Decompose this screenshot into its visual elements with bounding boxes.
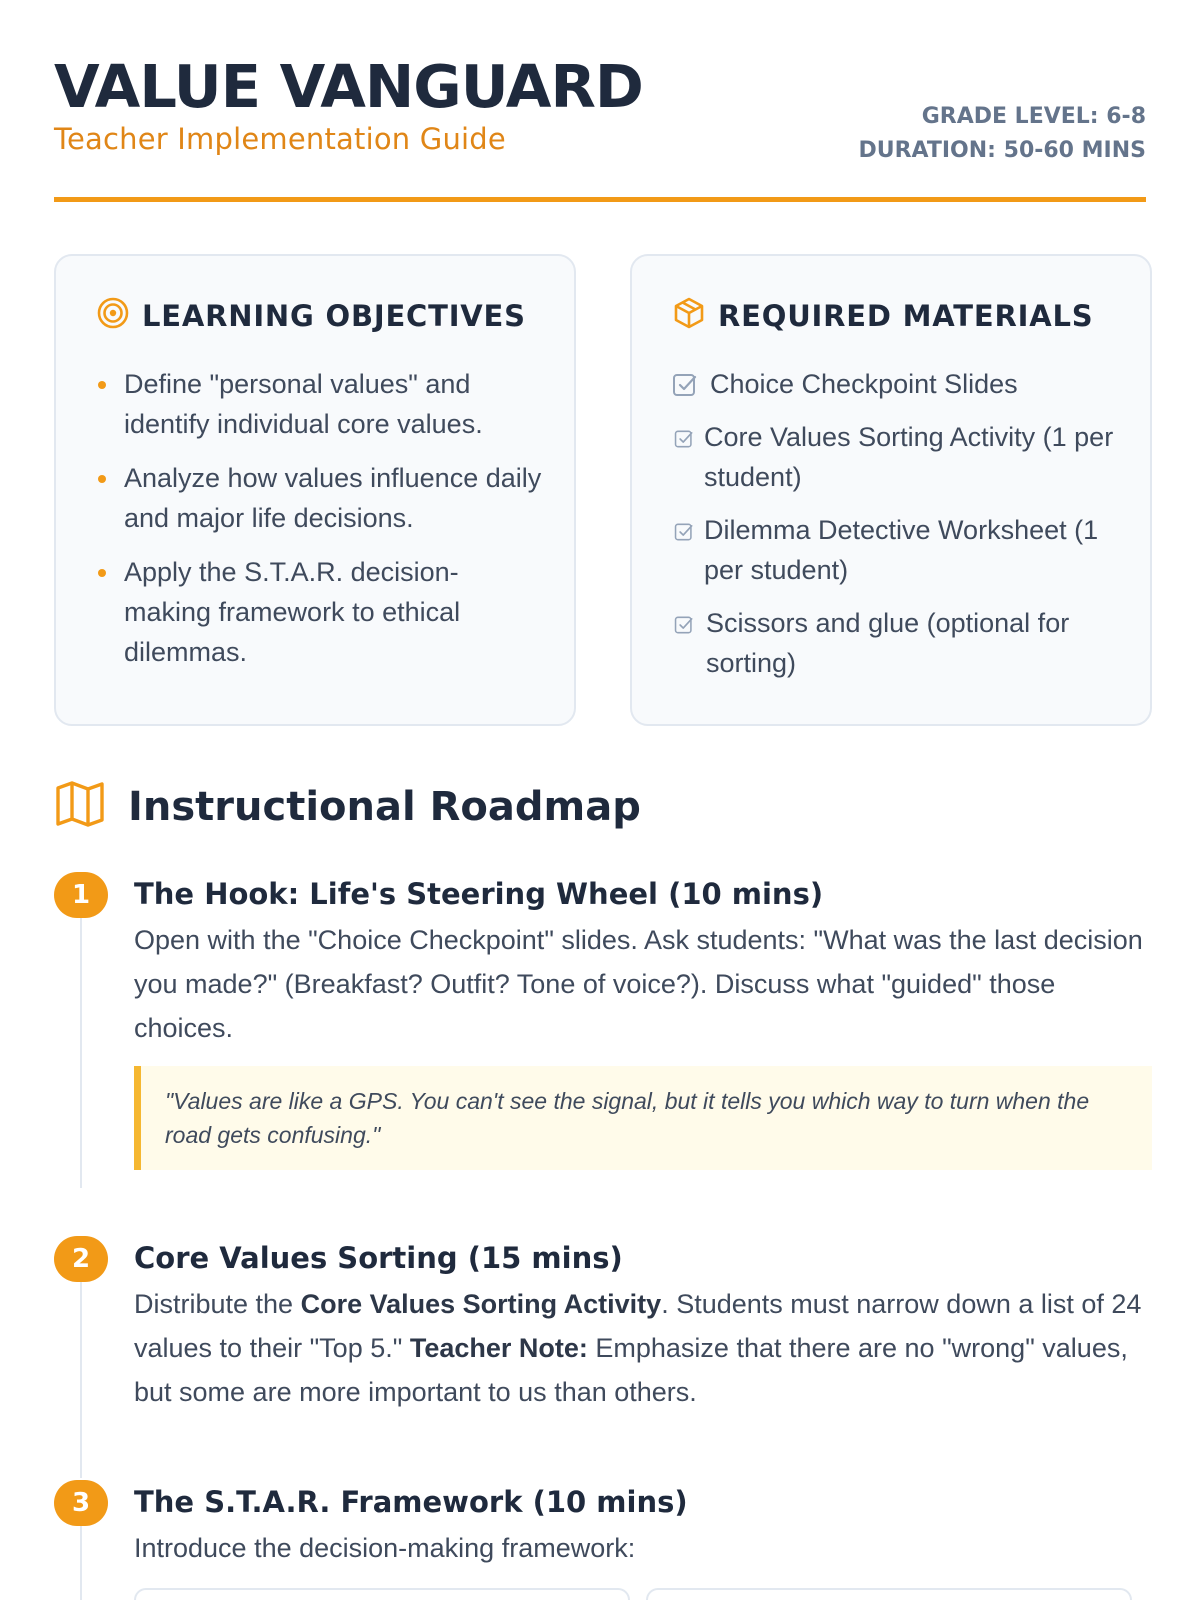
checkbox-icon xyxy=(672,372,698,398)
roadmap-step-3 xyxy=(54,1480,1152,1600)
step-number-badge: 3 xyxy=(54,1480,108,1526)
page-subtitle: Teacher Implementation Guide xyxy=(54,122,506,156)
step-body xyxy=(134,1236,1152,1414)
lesson-meta xyxy=(858,100,1146,168)
step-body xyxy=(134,872,1152,1170)
activity-name: Core Values Sorting Activity xyxy=(300,1289,662,1319)
roadmap-header xyxy=(54,778,641,835)
list-item: Core Values Sorting Activity (1 per student) xyxy=(672,417,1120,497)
grade-level: GRADE LEVEL: 6-8 xyxy=(921,104,1146,129)
step-description: Distribute the Core Values Sorting Activity. Students must narrow down a list of 24 values to their "Top 5." Teacher Note: Emphasize that there are no "wrong" values, but some are more important to us than others. xyxy=(134,1289,1142,1407)
star-card xyxy=(646,1588,1132,1600)
roadmap-title: Instructional Roadmap xyxy=(128,783,641,830)
bullet-icon xyxy=(98,381,106,389)
duration: DURATION: 50-60 MINS xyxy=(858,138,1146,163)
list-item: Choice Checkpoint Slides xyxy=(672,364,1120,404)
teacher-quote: "Values are like a GPS. You can't see the signal, but it tells you which way to turn when the road gets confusing." xyxy=(134,1066,1152,1170)
materials-title: REQUIRED MATERIALS xyxy=(718,298,1094,333)
materials-list xyxy=(672,364,1120,696)
page-title: VALUE VANGUARD xyxy=(54,52,643,121)
list-item: Scissors and glue (optional for sorting) xyxy=(672,603,1120,683)
step-description: Introduce the decision-making framework: xyxy=(134,1533,636,1563)
list-item: Apply the S.T.A.R. decision-making framework to ethical dilemmas. xyxy=(96,552,544,672)
roadmap-step-1 xyxy=(54,872,1152,1202)
timeline-rail xyxy=(80,1526,82,1600)
checkbox-icon xyxy=(674,522,694,542)
list-item: Dilemma Detective Worksheet (1 per student) xyxy=(672,510,1120,590)
timeline-rail xyxy=(80,918,82,1188)
checkbox-icon xyxy=(674,429,694,449)
step-description: Open with the "Choice Checkpoint" slides. Ask students: "What was the last decision you made?" (Breakfast? Outfit? Tone of voice?). Discuss what "guided" those choices. xyxy=(134,925,1143,1043)
target-icon xyxy=(96,296,130,335)
step-title: The S.T.A.R. Framework (10 mins) xyxy=(134,1485,688,1519)
step-number-badge: 1 xyxy=(54,872,108,918)
map-icon xyxy=(54,778,106,835)
list-item: Analyze how values influence daily and major life decisions. xyxy=(96,458,544,538)
step-title: Core Values Sorting (15 mins) xyxy=(134,1241,623,1275)
page-header xyxy=(54,52,1146,202)
checkbox-icon xyxy=(674,615,694,635)
objectives-header xyxy=(96,296,526,335)
star-framework-cards xyxy=(134,1588,1152,1600)
objectives-card xyxy=(54,254,576,726)
step-number-badge: 2 xyxy=(54,1236,108,1282)
timeline-rail xyxy=(80,1282,82,1478)
materials-header xyxy=(672,296,1093,335)
step-title: The Hook: Life's Steering Wheel (10 mins) xyxy=(134,877,824,911)
teacher-note-label: Teacher Note: xyxy=(409,1333,588,1363)
star-card xyxy=(134,1588,630,1600)
objectives-title: LEARNING OBJECTIVES xyxy=(142,298,526,333)
box-icon xyxy=(672,296,706,335)
list-item: Define "personal values" and identify individual core values. xyxy=(96,364,544,444)
objectives-list xyxy=(96,364,544,686)
roadmap-step-2 xyxy=(54,1236,1152,1436)
bullet-icon xyxy=(98,475,106,483)
bullet-icon xyxy=(98,569,106,577)
materials-card xyxy=(630,254,1152,726)
step-body xyxy=(134,1480,1152,1570)
